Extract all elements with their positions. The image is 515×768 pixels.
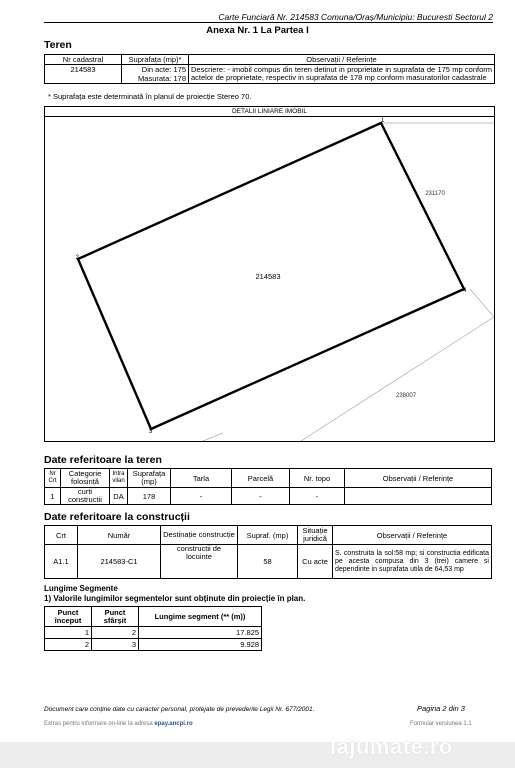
seg1-end: 2 [92,627,139,639]
col-punct-sfarsit: Punct sfârșit [92,607,139,627]
seg1-length: 17.825 [139,627,262,639]
point-label-2: 2 [75,255,79,261]
cell-intravilan: DA [110,488,128,505]
seg1-start: 1 [45,627,92,639]
seg2-end: 3 [92,639,139,651]
teren-section-title: Teren [44,39,72,51]
point-label-1: 1 [381,118,385,124]
cell-suprafata [122,65,189,84]
segmente-table [44,606,262,651]
col-numar: Număr [78,526,161,545]
neighbor-boundary-b [470,289,494,317]
col-tarla: Tarla [171,469,232,488]
extract-prefix: Extras pentru informare on-line la adresa [44,721,153,727]
col-suprafata: Suprafața (mp)* [122,55,189,65]
col-categorie: Categorie folosință [61,469,110,488]
col-nr-cadastral: Nr cadastral [45,55,122,65]
cell-parcela: - [232,488,290,505]
annex-title: Anexa Nr. 1 La Partea I [206,25,309,36]
col-destinatie: Destinație construcție [161,526,238,545]
ref-teren-table [44,468,492,505]
watermark: lajumate.ro [330,734,453,759]
carte-funciara-header: Carte Funciară Nr. 214583 Comuna/Oraș/Municipiu: Bucuresti Sectorul 2 [218,12,493,22]
plan-drawing [44,106,495,442]
col-crt: Crt [45,526,78,545]
cell-observatii-con: S. construita la sol:58 mp; si constructia edificata pe acesta compusa din 3 (trei) camere si dependinte in suprafata utila de 64,53 mp [333,545,492,579]
header-rule [44,22,493,23]
cell-suprafata-ref: 178 [128,488,171,505]
col-intravilan: Intra vilan [110,469,128,488]
epay-link[interactable]: epay.ancpi.ro [154,721,193,727]
segmente-subtitle: 1) Valorile lungimilor segmentelor sunt obținute din proiecție în plan. [44,594,306,603]
col-observatii-con: Observații / Referințe [333,526,492,545]
parcel-label: 214583 [255,272,281,281]
col-nr-topo: Nr. topo [290,469,345,488]
segmente-title: Lungime Segmente [44,584,118,593]
cell-numar: 214583-C1 [78,545,161,579]
col-supraf: Supraf. (mp) [238,526,298,545]
col-punct-inceput: Punct început [45,607,92,627]
cell-nr-cadastral: 214583 [45,65,122,84]
col-observatii-ref: Observații / Referințe [345,469,492,488]
point-label-3: 3 [149,429,153,435]
seg2-length: 9.928 [139,639,262,651]
col-situatie: Situație juridică [298,526,333,545]
ref-teren-title: Date referitoare la teren [44,454,162,466]
formular-version: Formular versiunea 1.1 [410,721,472,727]
teren-table [44,54,495,84]
col-parcela: Parcelă [232,469,290,488]
cell-crt: A1.1 [45,545,78,579]
ref-constructii-table [44,525,492,579]
cell-situatie: Cu acte [298,545,333,579]
ref-constructii-title: Date referitoare la construcții [44,511,190,523]
din-acte-value: Din acte: 175 [141,65,186,74]
personal-data-disclaimer: Document care conține date cu caracter personal, protejate de prevederile Legii Nr. 677/2001. [44,706,315,713]
cell-observatii: Descriere: - imobil compus din teren detinut in proprietate in suprafata de 175 mp conform actelor de proprietate, respectiv in suprafata de 178 mp conform masuratorilor cadastrale [189,65,495,84]
neighbor-boundary-a [301,317,494,441]
masurata-value: Masurata: 178 [138,74,186,83]
seg2-start: 2 [45,639,92,651]
col-observatii: Observații / Referințe [189,55,495,65]
plan-svg [45,107,494,441]
neighbor-label-238007: 238007 [395,393,417,399]
col-nr-crt: Nr Crt [45,469,61,488]
cell-nr-crt: 1 [45,488,61,505]
point-label-4: 4 [463,288,467,294]
cell-supraf: 58 [238,545,298,579]
stereo-note: * Suprafața este determinată în planul de proiecție Stereo 70. [48,92,252,101]
plan-title: DETALII LINIARE IMOBIL [45,107,494,117]
page-number: Pagina 2 din 3 [417,704,465,713]
cell-tarla: - [171,488,232,505]
cell-nr-topo: - [290,488,345,505]
neighbor-label-231170: 231170 [425,191,445,197]
cell-categorie: curti constructii [61,488,110,505]
neighbor-boundary-d [203,433,223,441]
cell-observatii-ref [345,488,492,505]
col-suprafata-ref: Suprafața (mp) [128,469,171,488]
col-lungime: Lungime segment (** (m)) [139,607,262,627]
cell-destinatie: constructii de locuinte [161,545,238,579]
extract-note [44,721,193,727]
